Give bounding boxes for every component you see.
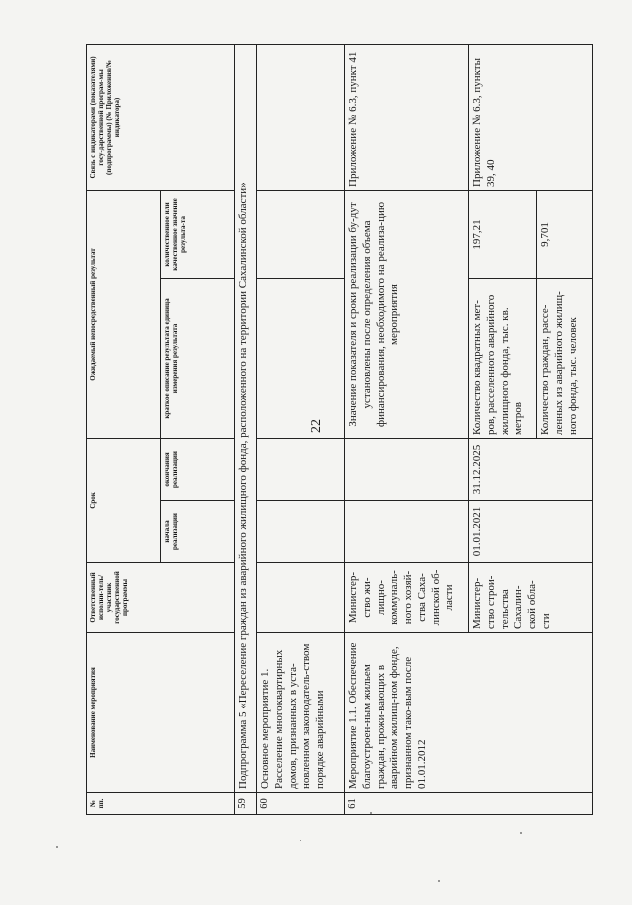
row-60-value — [257, 190, 345, 278]
header-expected-desc: краткое описание результата единица измерения результата — [161, 278, 235, 438]
header-num: № пп. — [87, 793, 235, 815]
row-61-result2-desc: Количество граждан, рассе-ленных из аварийного жилищ-ного фонда, тыс. человек — [537, 278, 593, 438]
table-row — [235, 44, 257, 814]
row-60-num: 60 — [257, 793, 345, 815]
table-row — [345, 44, 469, 814]
row-59-subprogram: Подпрограмма 5 «Переселение граждан из аварийного жилищного фонда, расположенного на территории Сахалинской области» — [235, 44, 257, 792]
row-61-num: 61 — [345, 793, 593, 815]
header-row-1 — [87, 44, 161, 814]
row-61-end-a — [345, 438, 469, 500]
page-number: 22 — [309, 419, 324, 433]
header-expected: Ожидаемый непосредственный результат — [87, 190, 161, 438]
row-59-num: 59 — [235, 793, 257, 815]
measures-table — [86, 44, 593, 815]
scan-speck — [370, 812, 372, 814]
header-link: Связь с индикаторами (показателями) госу-дарственной програм-мы (подпрограммы) (№ Приложения/№ индикатора) — [87, 44, 235, 190]
row-61-end: 31.12.2025 — [469, 438, 593, 500]
row-60-link — [257, 44, 345, 190]
row-61-result2-value: 9,701 — [537, 190, 593, 278]
scan-speck — [300, 840, 301, 841]
row-61-start: 01.01.2021 — [469, 501, 593, 563]
scan-speck — [520, 832, 522, 834]
row-61-result1-value: 197,21 — [469, 190, 537, 278]
row-60-desc — [257, 278, 345, 438]
header-responsible: Ответственный исполни-тель/участник государственной программы — [87, 563, 235, 633]
scan-speck — [56, 846, 58, 848]
header-expected-value: количественное или качественное значение результа-та — [161, 190, 235, 278]
row-61-responsible-b: Министер-ство строи-тельства Сахалин-ской обла-сти — [469, 563, 593, 633]
header-term: Срок — [87, 438, 161, 562]
row-61-start-a — [345, 501, 469, 563]
row-61-link-b: Приложение № 6.3, пункты 39, 40 — [469, 44, 593, 190]
row-61-name: Мероприятие 1.1. Обеспечение благоустроен-ным жильем граждан, прожи-вающих в аварийном жилищ-ном фонде, признанном тако-вым после 01.01.2012 — [345, 633, 593, 793]
row-60-responsible — [257, 563, 345, 633]
row-60-name: Основное мероприятие 1. Расселение многоквартирных домов, признанных в уста-новленном законодатель-ством порядке аварийными — [257, 633, 345, 793]
row-60-end — [257, 438, 345, 500]
row-61-link-a: Приложение № 6.3, пункт 41 — [345, 44, 469, 190]
row-61-note: Значение показателя и сроки реализации бу-дут установлены после определения объема финансирования, необходимого на реализа-цию мероприятия — [345, 190, 469, 438]
scan-speck — [438, 880, 440, 882]
header-term-end: окончания реализации — [161, 438, 235, 500]
header-term-start: начала реализации — [161, 501, 235, 563]
row-61-responsible-a: Министер-ство жи-лищно-коммуналь-ного хозяй-ства Саха-линской об-ласти — [345, 563, 469, 633]
table-row — [257, 44, 345, 814]
rotated-table-container — [86, 45, 580, 815]
row-61-result1-desc: Количество квадратных мет-ров, расселенного аварийного жилищного фонда, тыс. кв. метров — [469, 278, 537, 438]
header-name: Наименование мероприятия — [87, 633, 235, 793]
row-60-start — [257, 501, 345, 563]
